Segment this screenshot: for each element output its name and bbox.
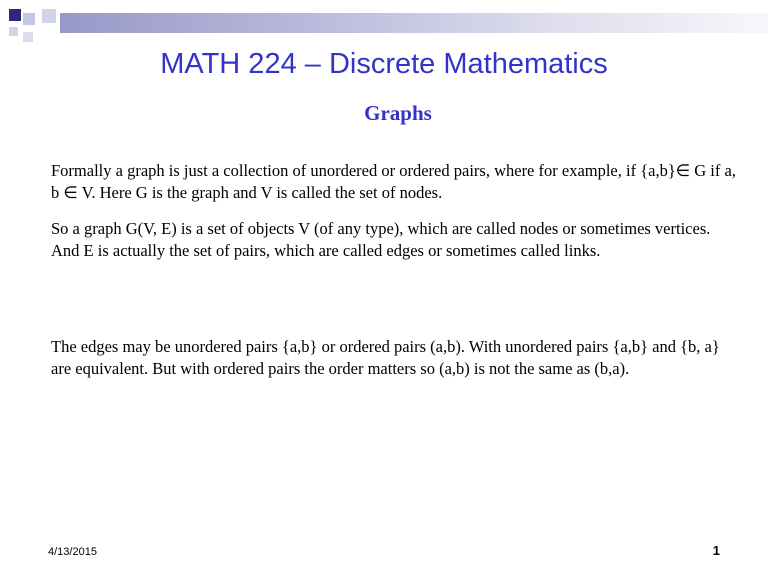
footer-date: 4/13/2015: [48, 546, 97, 558]
title-gradient-bar: [60, 13, 768, 33]
slide-subtitle: Graphs: [364, 101, 432, 125]
element-of-symbol: ∈: [63, 183, 78, 202]
corner-square-light: [42, 9, 56, 23]
slide-title: MATH 224 – Discrete Mathematics: [160, 48, 608, 80]
paragraph-definition: [51, 160, 741, 204]
paragraph-text: G if a, b: [51, 161, 736, 202]
paragraph-graph-definition: So a graph G(V, E) is a set of objects V (of any type), which are called nodes or sometimes vertices. And E is actually the set of pairs, which are called edges or sometimes called links.: [51, 219, 711, 260]
page-number: 1: [712, 543, 720, 558]
corner-square-light: [23, 13, 35, 25]
paragraph-text: V. Here G is the graph and V is called the set of nodes.: [77, 183, 443, 202]
element-of-symbol: ∈: [675, 161, 691, 180]
paragraph-edges: The edges may be unordered pairs {a,b} or ordered pairs (a,b). With unordered pairs {a,b} and {b, a} are equivalent. But with ordered pairs the order matters so (a,b) is not the same as (b,a).: [51, 337, 720, 378]
corner-square-light: [23, 32, 33, 42]
corner-square-light: [9, 27, 18, 36]
corner-square-dark: [9, 9, 21, 21]
paragraph-text: Formally a graph is just a collection of unordered or ordered pairs, where for example, if {a,b}: [51, 161, 676, 180]
